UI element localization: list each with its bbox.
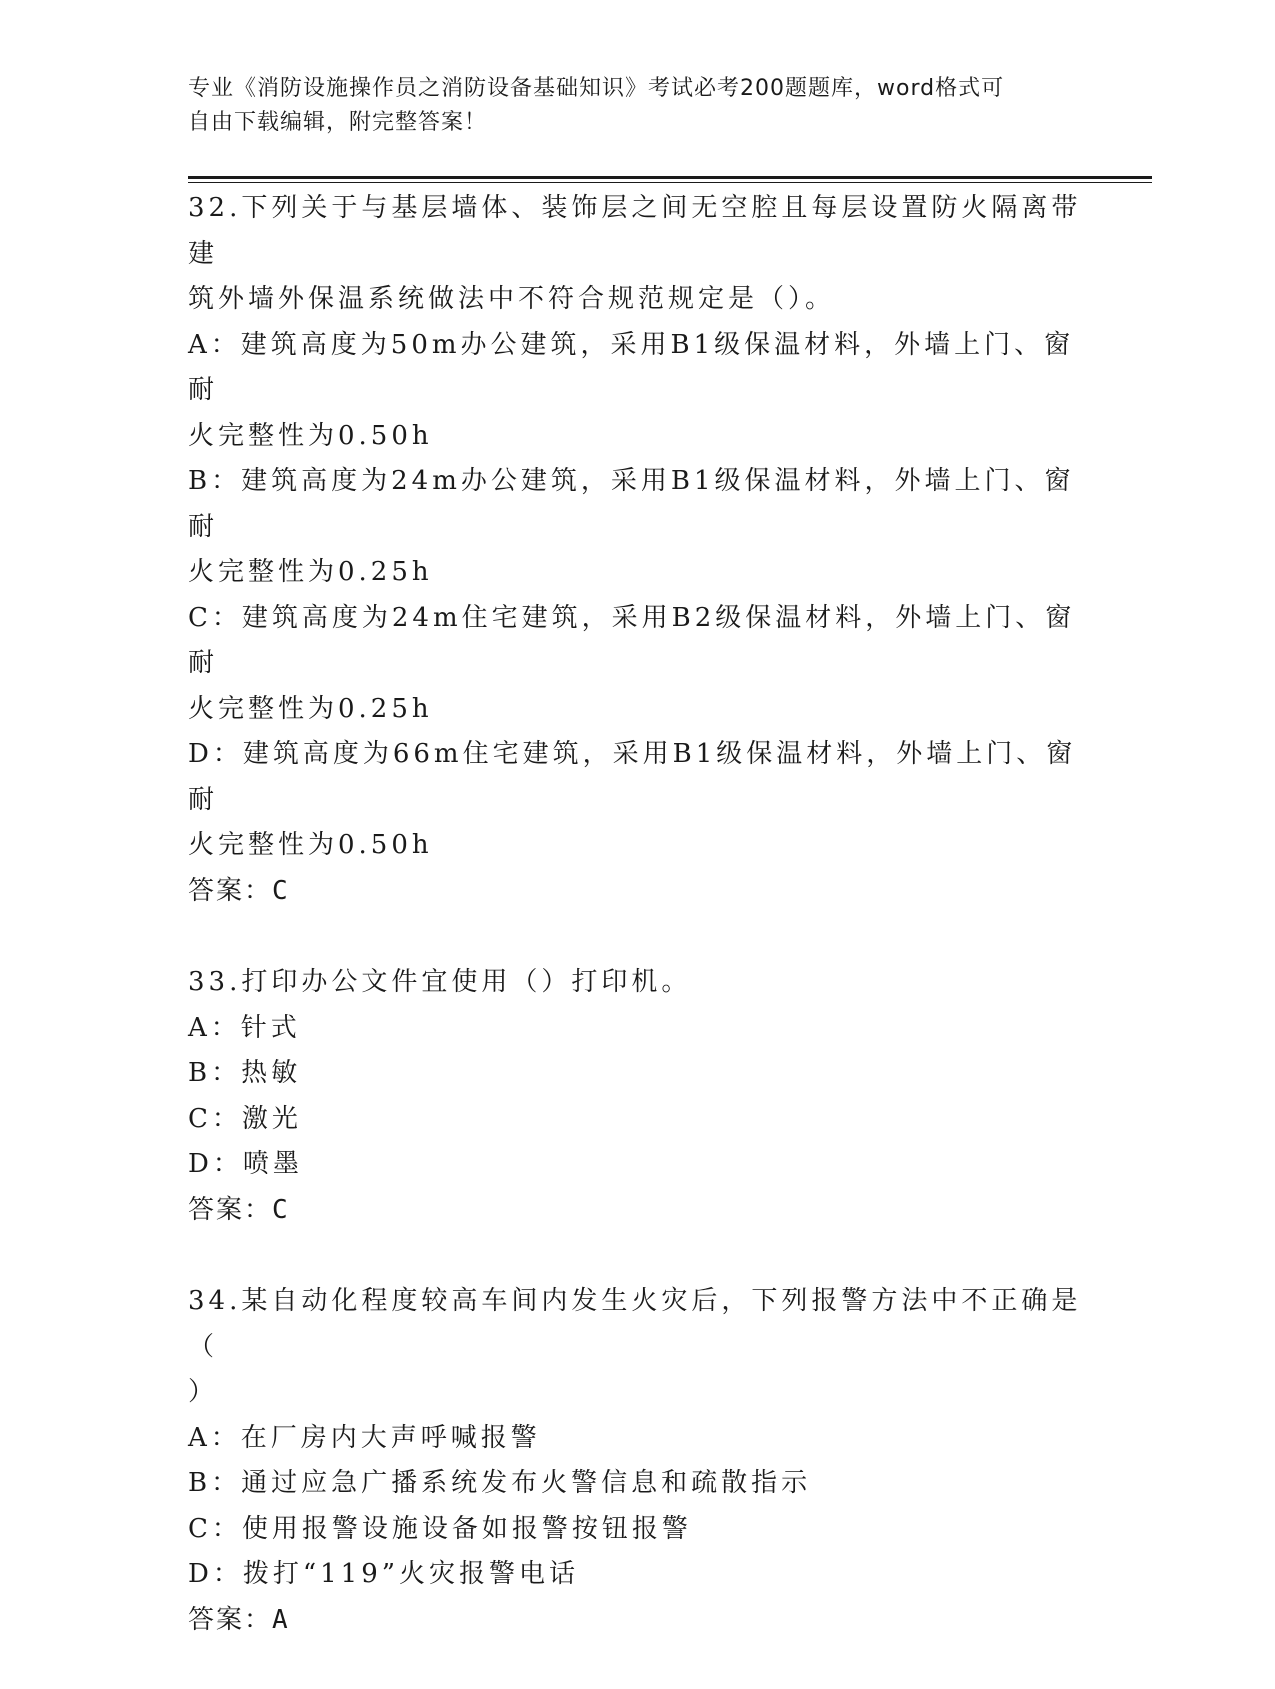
option-b-cont: 火完整性为0.25h — [188, 557, 433, 587]
answer — [188, 1188, 1088, 1234]
header-divider-thin — [188, 182, 1152, 183]
answer — [188, 1598, 1088, 1644]
answer — [188, 869, 1088, 915]
answer-label: 答案： — [188, 875, 273, 906]
document-header — [188, 72, 1068, 140]
option-d: D：建筑高度为66m住宅建筑，采用B1级保温材料，外墙上门、窗耐 — [188, 739, 1077, 815]
header-divider-thick — [188, 176, 1152, 179]
answer-label: 答案： — [188, 1604, 273, 1635]
option-c: C：使用报警设施设备如报警按钮报警 — [188, 1513, 692, 1544]
question-33 — [188, 960, 1088, 1233]
header-line-2: 自由下载编辑，附完整答案！ — [188, 110, 488, 135]
answer-value: A — [272, 1604, 290, 1635]
option-b: B：建筑高度为24m办公建筑，采用B1级保温材料，外墙上门、窗耐 — [188, 466, 1075, 542]
option-a-cont: 火完整性为0.50h — [188, 420, 433, 451]
option-b: B：通过应急广播系统发布火警信息和疏散指示 — [188, 1468, 812, 1498]
option-b: B：热敏 — [188, 1058, 302, 1088]
question-stem-line: 32.下列关于与基层墙体、装饰层之间无空腔且每层设置防火隔离带建 — [188, 193, 1082, 269]
answer-value: C — [272, 875, 290, 906]
question-34 — [188, 1279, 1088, 1643]
option-a: A：针式 — [188, 1012, 301, 1043]
option-a: A：建筑高度为50m办公建筑，采用B1级保温材料，外墙上门、窗耐 — [188, 329, 1075, 405]
option-c: C：建筑高度为24m住宅建筑，采用B2级保温材料，外墙上门、窗耐 — [188, 602, 1076, 678]
answer-value: C — [272, 1194, 290, 1225]
option-a: A：在厂房内大声呼喊报警 — [188, 1422, 541, 1453]
option-d-cont: 火完整性为0.50h — [188, 830, 433, 860]
option-d: D：拨打“119”火灾报警电话 — [188, 1559, 580, 1589]
header-line-1: 专业《消防设施操作员之消防设备基础知识》考试必考200题题库，word格式可 — [188, 76, 1005, 101]
option-c: C：激光 — [188, 1103, 302, 1134]
question-list — [188, 186, 1088, 1689]
option-c-cont: 火完整性为0.25h — [188, 693, 433, 724]
question-stem-line: 34.某自动化程度较高车间内发生火灾后，下列报警方法中不正确是（ — [188, 1286, 1082, 1362]
answer-label: 答案： — [188, 1194, 273, 1225]
question-stem-line: 33.打印办公文件宜使用（）打印机。 — [188, 967, 692, 997]
question-32 — [188, 186, 1088, 914]
question-stem-line: 筑外墙外保温系统做法中不符合规范规定是（）。 — [188, 284, 836, 314]
option-d: D：喷墨 — [188, 1149, 303, 1179]
question-stem-line: ） — [188, 1377, 219, 1407]
